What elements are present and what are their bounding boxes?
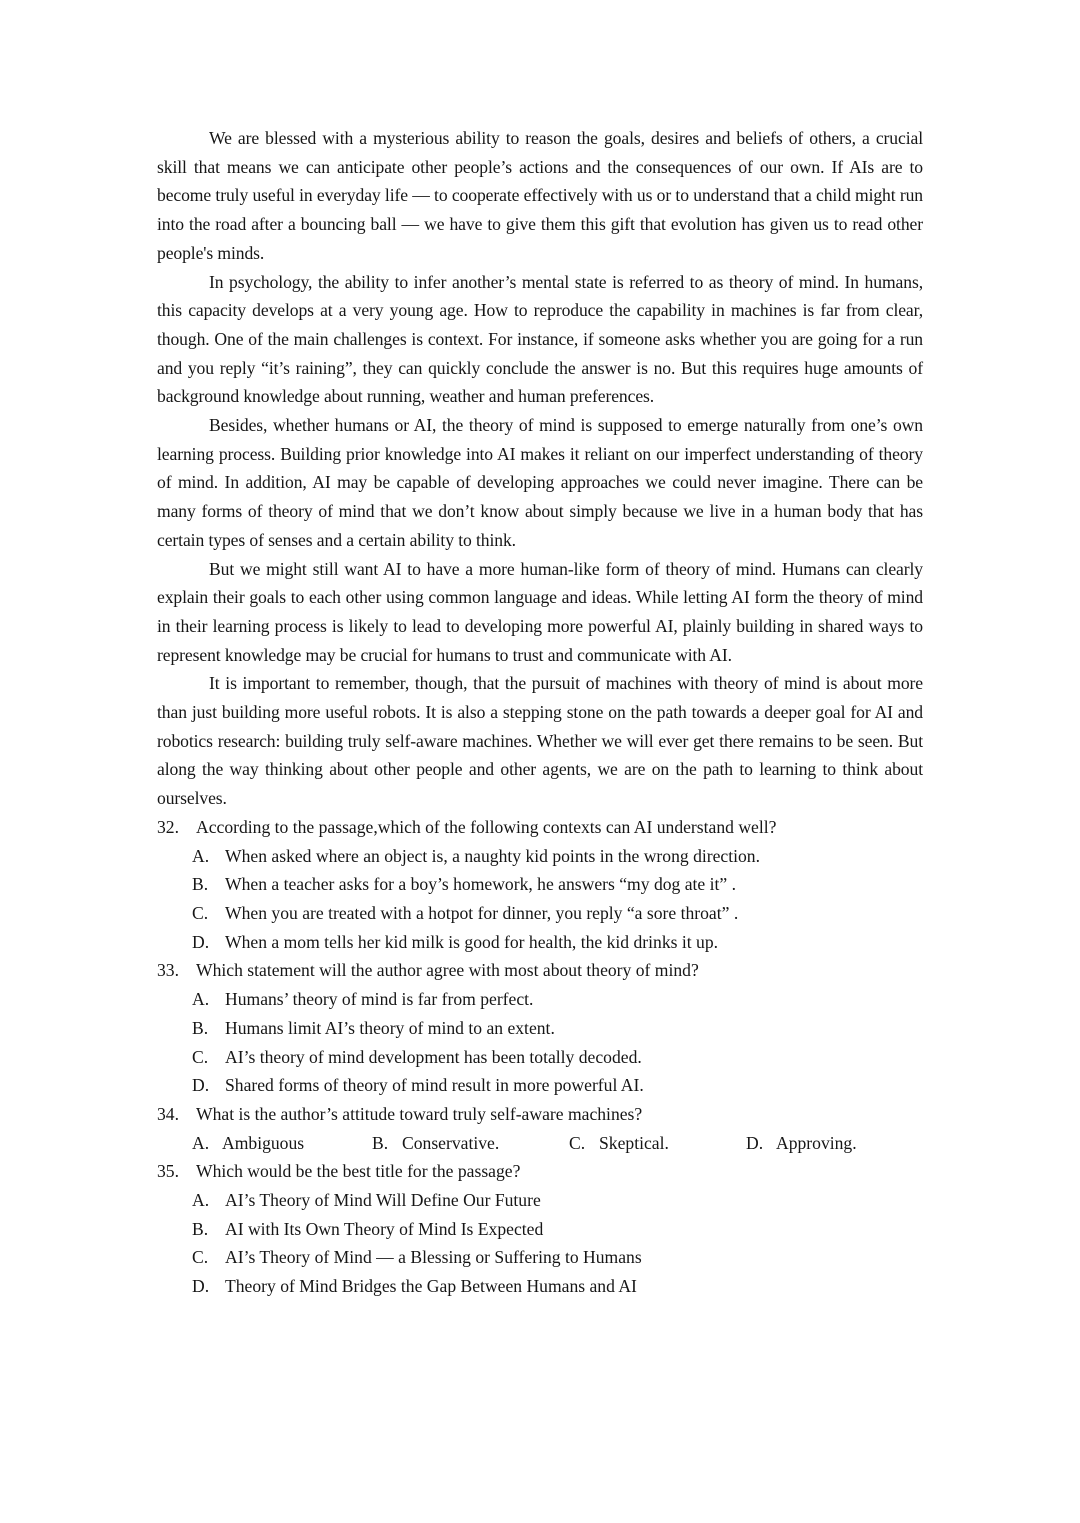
- option-letter: A.: [192, 845, 210, 866]
- option-letter: D.: [192, 931, 210, 952]
- option-b[interactable]: [192, 870, 923, 899]
- answer-options: [157, 1129, 923, 1158]
- passage-paragraph-2: In psychology, the ability to infer another’s mental state is referred to as theory of mind. In humans, this capacity develops at a very young age. How to reproduce the capability in machines is far from clear, though. One of the main challenges is context. For instance, if someone asks whether you are going for a run and you reply “it’s raining”, they can quickly conclude the answer is no. But this requires huge amounts of background knowledge about running, weather and human preferences.: [157, 271, 923, 407]
- question-stem: [157, 956, 923, 985]
- reading-passage: [157, 124, 923, 813]
- answer-options: [157, 985, 923, 1100]
- option-a[interactable]: [192, 1129, 372, 1158]
- option-text: AI’s Theory of Mind Will Define Our Future: [225, 1190, 541, 1211]
- answer-options: [157, 842, 923, 957]
- option-text: When a mom tells her kid milk is good for health, the kid drinks it up.: [225, 931, 719, 952]
- answer-options: [157, 1186, 923, 1301]
- option-letter: A.: [192, 989, 210, 1010]
- option-c[interactable]: [192, 1243, 923, 1272]
- option-text: Ambiguous: [222, 1132, 305, 1153]
- question-number: 33.: [157, 960, 179, 981]
- option-letter: B.: [372, 1132, 389, 1153]
- option-b[interactable]: [192, 1215, 923, 1244]
- option-text: Conservative.: [402, 1132, 500, 1153]
- question-32: [157, 813, 923, 957]
- question-stem: [157, 1100, 923, 1129]
- question-stem: [157, 1157, 923, 1186]
- option-letter: D.: [192, 1276, 210, 1297]
- passage-paragraph-5: It is important to remember, though, that the pursuit of machines with theory of mind is about more than just building more useful robots. It is also a stepping stone on the path towards a deeper goal for AI and robotics research: building truly self-aware machines. Whether we will ever get there remains to be seen. But along the way thinking about other people and other agents, we are on the path to learning to think about ourselves.: [157, 673, 923, 809]
- question-number: 35.: [157, 1161, 179, 1182]
- option-d[interactable]: [746, 1129, 896, 1158]
- option-letter: C.: [192, 1046, 209, 1067]
- option-text: When asked where an object is, a naughty kid points in the wrong direction.: [225, 845, 761, 866]
- passage-paragraph-3: Besides, whether humans or AI, the theory of mind is supposed to emerge naturally from one’s own learning process. Building prior knowledge into AI makes it reliant on our imperfect understanding of theory of mind. In addition, AI may be capable of developing approaches we could never imagine. There can be many forms of theory of mind that we don’t know about simply because we live in a human body that has certain types of senses and a certain ability to think.: [157, 415, 923, 550]
- option-letter: B.: [192, 1017, 209, 1038]
- option-letter: C.: [192, 1247, 209, 1268]
- question-35: [157, 1157, 923, 1301]
- question-text: Which statement will the author agree with most about theory of mind?: [196, 960, 699, 981]
- option-c[interactable]: [192, 1043, 923, 1072]
- option-letter: D.: [746, 1132, 764, 1153]
- option-c[interactable]: [569, 1129, 746, 1158]
- option-letter: B.: [192, 1218, 209, 1239]
- option-a[interactable]: [192, 985, 923, 1014]
- option-letter: D.: [192, 1075, 210, 1096]
- option-d[interactable]: [192, 1272, 923, 1301]
- option-d[interactable]: [192, 928, 923, 957]
- question-text: According to the passage,which of the following contexts can AI understand well?: [196, 816, 777, 837]
- passage-paragraph-4: But we might still want AI to have a more human-like form of theory of mind. Humans can clearly explain their goals to each other using common language and ideas. While letting AI form the theory of mind in their learning process is likely to lead to developing more powerful AI, plainly building in shared ways to represent knowledge may be crucial for humans to trust and communicate with AI.: [157, 558, 923, 665]
- option-letter: A.: [192, 1190, 210, 1211]
- option-letter: A.: [192, 1132, 210, 1153]
- option-text: Humans’ theory of mind is far from perfect.: [225, 989, 534, 1010]
- option-text: When a teacher asks for a boy’s homework, he answers “my dog ate it” .: [225, 874, 737, 895]
- option-text: Approving.: [776, 1132, 857, 1153]
- option-text: AI with Its Own Theory of Mind Is Expected: [225, 1218, 544, 1239]
- option-text: Shared forms of theory of mind result in more powerful AI.: [225, 1075, 644, 1096]
- option-text: When you are treated with a hotpot for dinner, you reply “a sore throat” .: [225, 902, 739, 923]
- question-33: [157, 956, 923, 1100]
- option-text: AI’s theory of mind development has been totally decoded.: [225, 1046, 642, 1067]
- option-c[interactable]: [192, 899, 923, 928]
- question-text: What is the author’s attitude toward truly self-aware machines?: [196, 1103, 643, 1124]
- question-number: 32.: [157, 816, 179, 837]
- option-letter: B.: [192, 874, 209, 895]
- option-letter: C.: [192, 902, 209, 923]
- option-b[interactable]: [372, 1129, 569, 1158]
- question-text: Which would be the best title for the passage?: [196, 1161, 521, 1182]
- option-letter: C.: [569, 1132, 586, 1153]
- option-text: Skeptical.: [599, 1132, 669, 1153]
- question-number: 34.: [157, 1103, 179, 1124]
- option-a[interactable]: [192, 842, 923, 871]
- option-text: Theory of Mind Bridges the Gap Between Humans and AI: [225, 1276, 637, 1297]
- exam-page: [157, 124, 923, 1301]
- option-text: AI’s Theory of Mind — a Blessing or Suffering to Humans: [225, 1247, 642, 1268]
- option-a[interactable]: [192, 1186, 923, 1215]
- passage-paragraph-1: We are blessed with a mysterious ability to reason the goals, desires and beliefs of others, a crucial skill that means we can anticipate other people’s actions and the consequences of our own. If AIs are to become truly useful in everyday life — to cooperate effectively with us or to understand that a child might run into the road after a bouncing ball — we have to give them this gift that evolution has given us to read other people's minds.: [157, 128, 923, 263]
- question-stem: [157, 813, 923, 842]
- option-d[interactable]: [192, 1071, 923, 1100]
- option-b[interactable]: [192, 1014, 923, 1043]
- option-text: Humans limit AI’s theory of mind to an extent.: [225, 1017, 555, 1038]
- question-34: [157, 1100, 923, 1157]
